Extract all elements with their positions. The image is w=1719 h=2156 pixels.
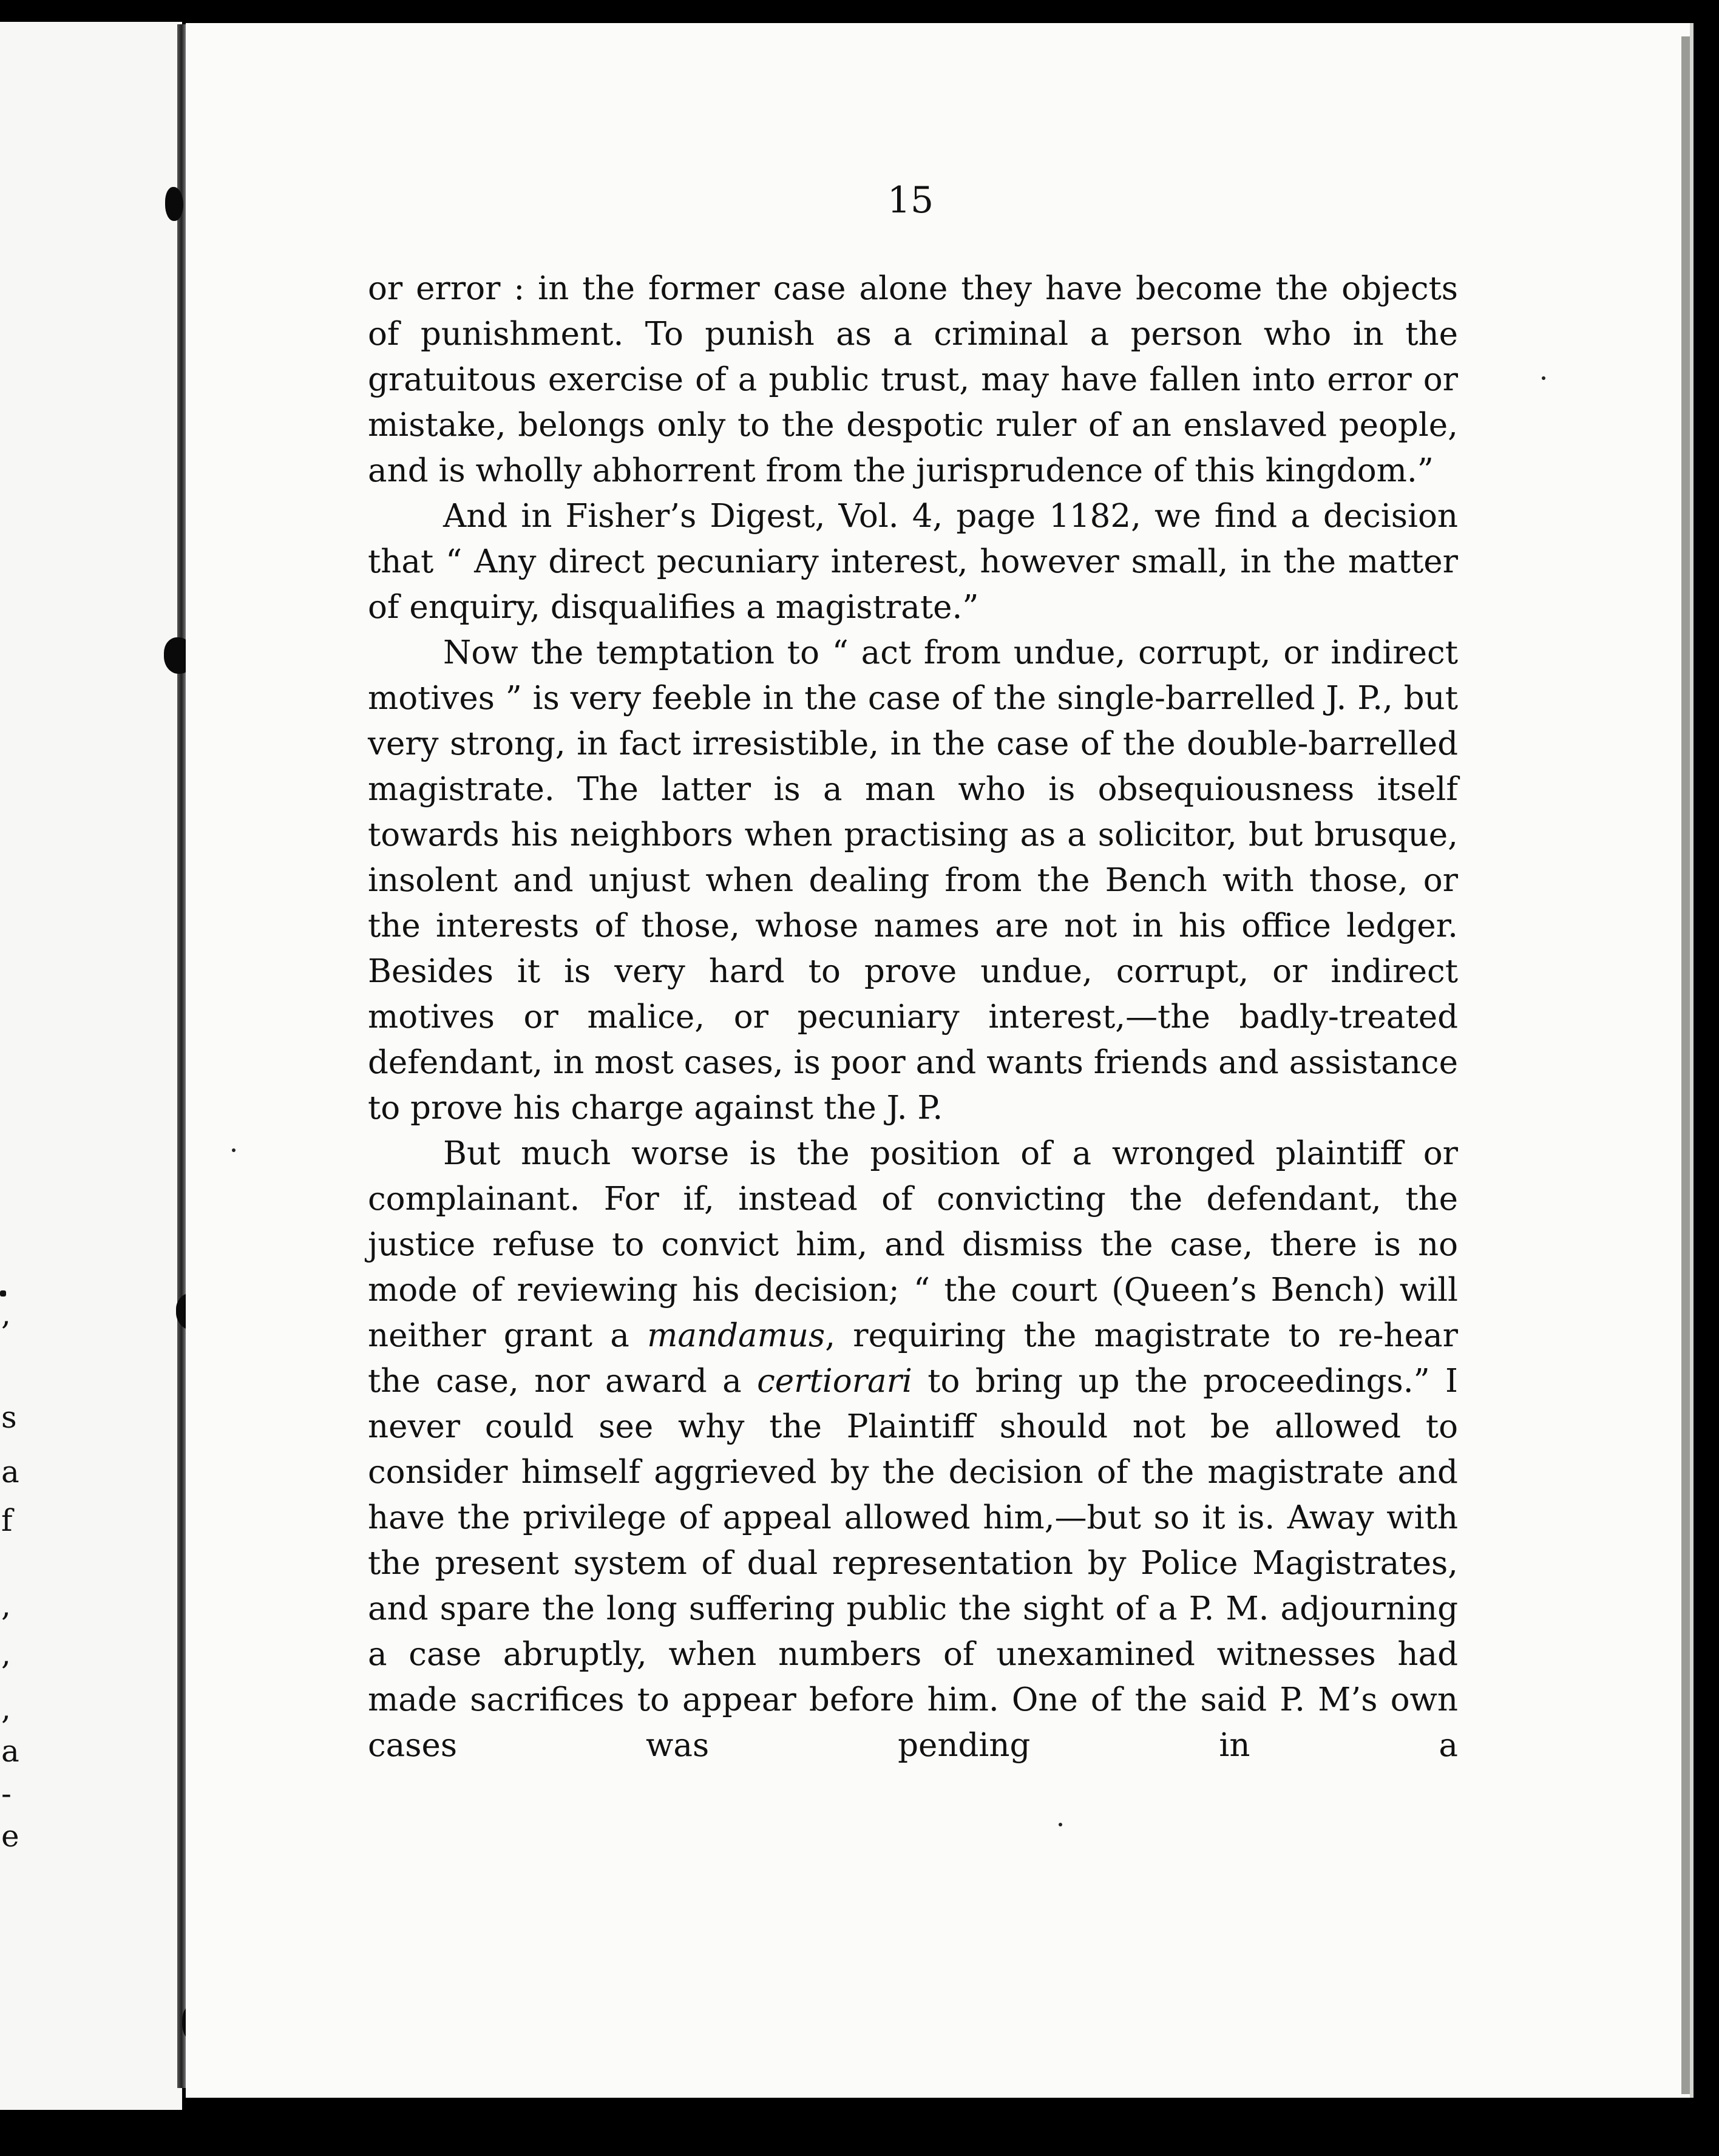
facing-page-glyph: f xyxy=(1,1503,13,1538)
text-run: But much worse is the position of a wronged plaintiff or complainant. For if, instead of convicting the defendant, the justice refuse to convict him, and dismiss the case, there is no mode of reviewing his decision; “ the court (Queen’s Bench) will neither grant a xyxy=(368,1135,1458,1354)
paragraph-continued xyxy=(368,266,1458,493)
facing-page-edge xyxy=(0,22,182,2110)
text-run: Now the temptation to “ act from undue, corrupt, or indirect motives ” is very feeble in the case of the single-barrelled J. P., but very strong, in fact irresistible, in the case of the double-barrelled magistrate. The latter is a man who is obsequiousness itself towards his neighbors when practising as a solicitor, but brusque, insolent and unjust when dealing from the Bench with those, or the interests of those, whose names are not in his office ledger. Besides it is very hard to prove undue, corrupt, or indirect motives or malice, or pecuniary interest,—the badly-treated defendant, in most cases, is poor and wants friends and assistance to prove his charge against the J. P. xyxy=(368,634,1458,1127)
italic-term: certiorari xyxy=(757,1363,912,1400)
book-spine xyxy=(177,24,186,2088)
facing-page-glyph: a xyxy=(1,1454,19,1490)
binding-knot-icon xyxy=(165,187,183,221)
facing-page-glyph: e xyxy=(1,1819,19,1854)
paragraph-fishers-digest xyxy=(368,493,1458,630)
facing-page-glyph: , xyxy=(1,1636,11,1672)
scan-speck xyxy=(1059,1823,1062,1826)
facing-page-glyph: , xyxy=(1,1297,11,1332)
text-run: , requiring the magistrate to re-hear the case, nor award a xyxy=(368,1317,1458,1400)
italic-term: mandamus xyxy=(647,1317,826,1354)
page-right-edge xyxy=(1681,36,1690,2094)
page-number: 15 xyxy=(887,179,934,222)
facing-page-glyph: , xyxy=(1,1588,11,1623)
scan-speck xyxy=(1542,376,1545,380)
paragraph-temptation xyxy=(368,630,1458,1131)
page-body-text xyxy=(368,266,1458,1768)
text-run: And in Fisher’s Digest, Vol. 4, page 1182, we find a decision that “ Any direct pecuniary interest, however small, in the matter of enquiry, disqualifies a magistrate.” xyxy=(368,498,1458,626)
scan-speck xyxy=(232,1148,236,1152)
text-run: or error : in the former case alone they have become the objects of punishment. To punish as a criminal a person who in the gratuitous exercise of a public trust, may have fallen into error or mistake, belongs only to the despotic ruler of an enslaved people, and is wholly abhorrent from the jurisprudence of this kingdom.” xyxy=(368,270,1458,489)
text-run: to bring up the proceedings.” I never could see why the Plaintiff should not be allowed to consider himself aggrieved by the decision of the magistrate and have the privilege of appeal allowed him,—but so it is. Away with the present system of dual representation by Police Magistrates, and spare the long suffering public the sight of a P. M. adjourning a case abruptly, when numbers of unexamined witnesses had made sacrifices to appear before him. One of the said P. M’s own cases was pending in a xyxy=(368,1363,1458,1764)
facing-page-glyph: , xyxy=(1,1691,11,1726)
facing-page-glyph: - xyxy=(1,1776,12,1811)
paragraph-wronged-plaintiff xyxy=(368,1131,1458,1768)
facing-page-glyph: s xyxy=(1,1400,17,1435)
facing-page-glyph: a xyxy=(1,1734,19,1769)
